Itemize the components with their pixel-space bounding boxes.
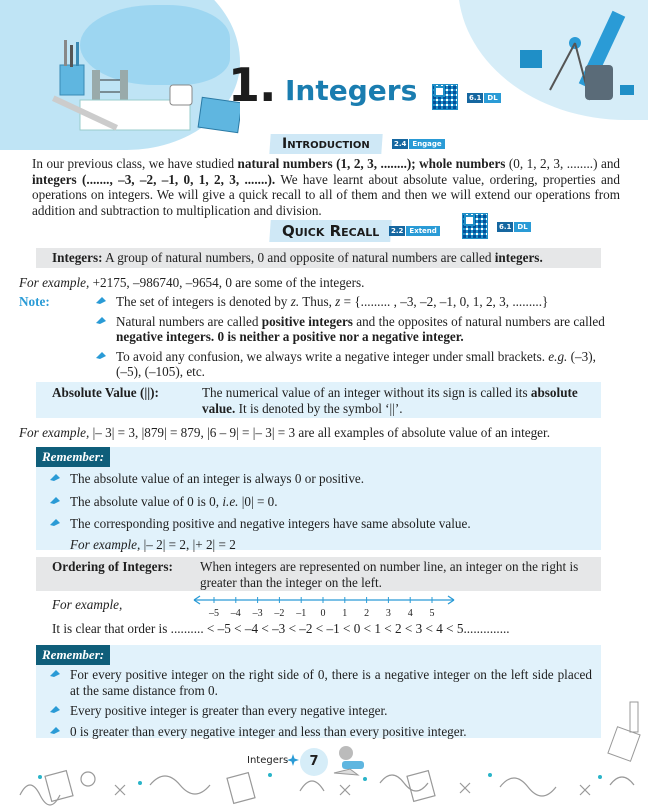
- number-line-label: –4: [230, 608, 241, 619]
- note-bold: negative integers. 0 is neither a positive nor a negative integer.: [116, 329, 464, 344]
- note-italic: e.g.: [548, 348, 568, 364]
- integers-def-bold: integers.: [494, 250, 543, 265]
- remember-example: [44, 537, 584, 553]
- example-lead: For example,: [52, 597, 123, 612]
- badge-text: Extend: [406, 226, 439, 236]
- note-item: [90, 314, 605, 345]
- def-bold: absolute value.: [202, 385, 578, 416]
- integers-def-text: A group of natural numbers, 0 and opposite of natural numbers are called: [102, 250, 495, 265]
- remember-box-2: [36, 645, 601, 738]
- example-lead: For example,: [70, 536, 141, 552]
- order-sequence: It is clear that order is .......... < –5 < –4 < –3 < –2 < –1 < 0 < 1 < 2 < 3 < 4 < 5..............: [52, 621, 510, 636]
- absolute-example: [19, 425, 550, 441]
- absolute-value-label: [52, 385, 159, 401]
- page-number: 7: [300, 748, 328, 776]
- note-item: [90, 349, 605, 380]
- remember-text: The absolute value of 0 is 0,: [70, 493, 223, 509]
- integers-label: Integers:: [52, 250, 103, 265]
- chapter-number: 1.: [228, 58, 276, 112]
- footer-doodle-strip: [0, 765, 648, 810]
- number-line-label: –5: [209, 608, 219, 619]
- pen-bullet-icon: [96, 297, 106, 304]
- qr-code-icon[interactable]: [432, 84, 458, 110]
- badge-number: 6.1: [499, 223, 512, 231]
- number-line-label: 1: [342, 608, 348, 619]
- remember-list: [44, 471, 584, 552]
- pen-bullet-icon: [50, 497, 60, 504]
- number-line-label: 3: [385, 608, 391, 619]
- quick-recall-heading: [269, 220, 392, 242]
- remember-label: Remember:: [36, 645, 110, 665]
- dl-badge[interactable]: [467, 93, 501, 103]
- ordering-label: [52, 559, 173, 575]
- pen-bullet-icon: [50, 474, 60, 481]
- note-item: [90, 294, 605, 310]
- remember-item: [44, 724, 592, 740]
- remember-text: 0 is greater than every negative integer and less than every positive integer.: [70, 723, 467, 739]
- pen-bullet-icon: [96, 352, 106, 359]
- badge-text: DL: [514, 222, 530, 232]
- note-text: and the opposites of natural numbers are called: [352, 313, 605, 329]
- note-text: The set of integers is denoted by: [116, 294, 291, 309]
- intro-text: In our previous class, we have studied: [32, 156, 238, 171]
- remember-item: [44, 703, 592, 719]
- number-line-label: 5: [429, 608, 435, 619]
- remember-item: [44, 494, 584, 510]
- example-lead: For example,: [19, 275, 90, 290]
- example-text: |– 2| = 2, |+ 2| = 2: [140, 536, 236, 552]
- number-line: [190, 592, 460, 620]
- pen-bullet-icon: [50, 519, 60, 526]
- remember-text: Every positive integer is greater than every negative integer.: [70, 703, 388, 718]
- note-text: (–3), (–5), (–105), etc.: [116, 348, 596, 379]
- number-line-label: 2: [364, 608, 370, 619]
- number-line-label: –2: [274, 608, 285, 619]
- remember-item: [44, 667, 592, 698]
- absolute-label-text: Absolute Value (||):: [52, 385, 159, 400]
- note-text: Thus,: [299, 294, 336, 309]
- chapter-title: Integers: [285, 74, 418, 107]
- compass-ruler-illustration: [520, 5, 640, 105]
- introduction-heading-text: Introduction: [282, 136, 370, 152]
- badge-number: 2.2: [391, 227, 404, 235]
- extend-badge[interactable]: [389, 226, 440, 236]
- dl-badge[interactable]: [497, 222, 531, 232]
- example-lead: For example,: [19, 425, 90, 440]
- note-list: [90, 294, 605, 380]
- introduction-heading: [269, 134, 382, 154]
- quick-recall-heading-text: Quick Recall: [282, 222, 380, 240]
- ordering-definition: When integers are represented on number line, an integer on the right is greater than the integer on the left.: [200, 559, 579, 590]
- integers-definition-box: [36, 248, 601, 268]
- note-italic: z.: [290, 294, 300, 309]
- notebook-doodle-icon: [600, 700, 645, 765]
- remember-italic: i.e.: [222, 493, 239, 509]
- remember-label: Remember:: [36, 447, 110, 467]
- note-text: Natural numbers are called: [116, 313, 262, 329]
- intro-bold: integers (......., –3, –2, –1, 0, 1, 2, 3, .......).: [32, 171, 276, 187]
- remember-item: [44, 471, 584, 487]
- example-text: |– 3| = 3, |879| = 879, |6 – 9| = |– 3| = 3 are all examples of absolute value of an integer.: [89, 425, 550, 440]
- ordering-box: [36, 557, 601, 591]
- def-text: The numerical value of an integer without its sign is called its: [202, 385, 531, 400]
- badge-text: DL: [484, 93, 500, 103]
- intro-text: We have learnt about absolute value, ordering, properties and operations on integers. We will give a quick recall to all of them and then we will extend our operations from addition and subtraction to multiplication and division.: [32, 171, 620, 218]
- example-text: +2175, –986740, –9654, 0 are some of the integers.: [89, 275, 365, 290]
- engage-badge[interactable]: [392, 139, 445, 149]
- remember-text: For every positive integer on the right side of 0, there is a negative integer on the left side placed at the same distance from 0.: [70, 667, 592, 698]
- remember-text: The corresponding positive and negative integers have same absolute value.: [70, 516, 471, 531]
- intro-bold: natural numbers (1, 2, 3, ........); whole numbers: [237, 156, 506, 171]
- remember-text: The absolute value of an integer is always 0 or positive.: [70, 471, 365, 486]
- remember-list: [44, 667, 592, 739]
- number-line-label: 0: [320, 608, 326, 619]
- integers-example: [19, 275, 364, 291]
- def-text: It is denoted by the symbol ‘||’.: [235, 401, 403, 416]
- number-line-label: –3: [252, 608, 263, 619]
- intro-text: (0, 1, 2, 3, ........) and: [505, 156, 621, 171]
- remember-item: [44, 516, 584, 532]
- badge-number: 2.4: [394, 140, 407, 148]
- footer-chapter-label: Integers: [247, 755, 289, 766]
- qr-code-icon[interactable]: [462, 213, 488, 239]
- note-bold: positive integers: [261, 313, 353, 329]
- desk-stationery-illustration: [50, 30, 240, 140]
- pen-bullet-icon: [50, 727, 60, 734]
- note-text: To avoid any confusion, we always write a negative integer under small brackets.: [116, 348, 549, 364]
- ordering-label-text: Ordering of Integers:: [52, 559, 173, 574]
- pen-bullet-icon: [50, 670, 60, 677]
- pen-bullet-icon: [50, 706, 60, 713]
- number-line-label: 4: [407, 608, 413, 619]
- remember-box-1: [36, 447, 601, 550]
- introduction-paragraph: [32, 156, 620, 218]
- absolute-value-box: [36, 382, 601, 418]
- note-text: = {......... , –3, –2, –1, 0, 1, 2, 3, .........}: [340, 294, 549, 309]
- ordering-example-lead: [52, 597, 122, 613]
- remember-text: |0| = 0.: [238, 493, 278, 509]
- pen-bullet-icon: [96, 317, 106, 324]
- badge-number: 6.1: [469, 94, 482, 102]
- number-line-label: –1: [296, 608, 307, 619]
- note-italic: z: [335, 294, 341, 309]
- badge-text: Engage: [409, 139, 444, 149]
- note-label: Note:: [19, 294, 50, 309]
- absolute-value-definition: [202, 385, 596, 417]
